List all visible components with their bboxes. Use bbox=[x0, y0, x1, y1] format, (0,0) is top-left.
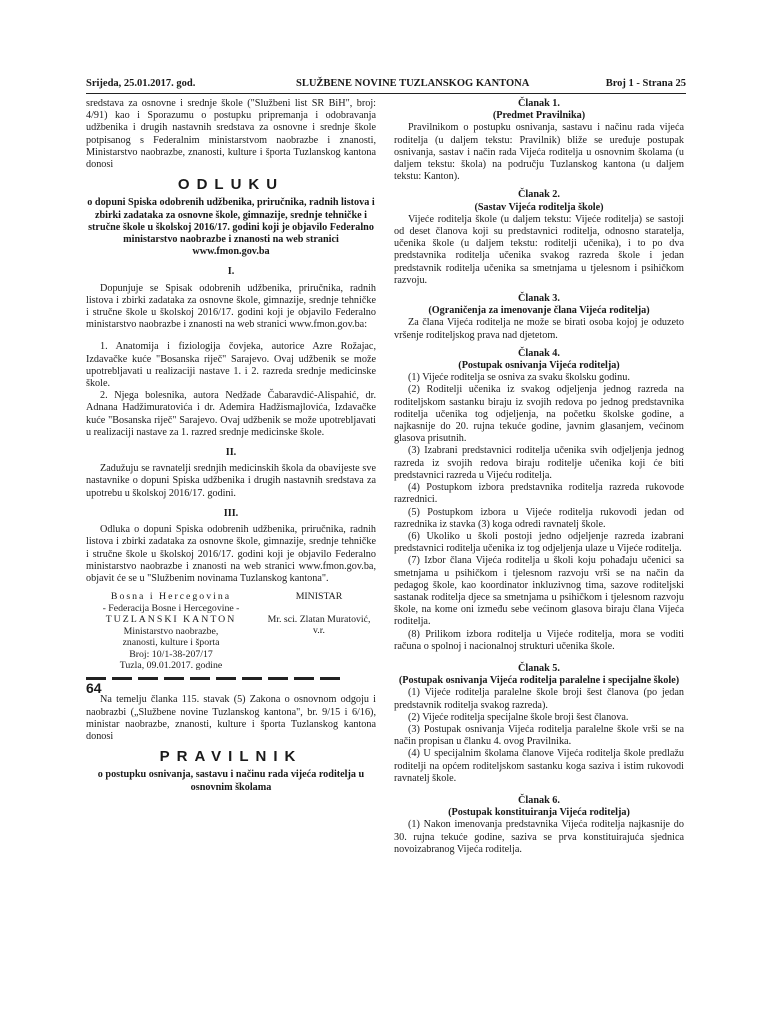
issuer-block bbox=[86, 591, 256, 672]
issue-date: Srijeda, 25.01.2017. god. bbox=[86, 78, 196, 89]
article-4-item: (5) Postupkom izbora u Vijeće roditelja rukovodi jedan od razrednika iz stavka (3) koga odredi ravnatelj škole. bbox=[394, 506, 684, 530]
article-5-item: (2) Vijeće roditelja specijalne škole broji šest članova. bbox=[408, 711, 629, 723]
header-rule bbox=[86, 93, 686, 94]
section-3-paragraph: Odluka o dopuni Spiska odobrenih udžbenika, priručnika, radnih listova i zbirki zadataka za osnovne škole, gimnazije, srednje tehničke i stručne škole u školskoj 2016/17. godini koji je objavilo Federalno ministarstvo naobrazbe i znanosti na web stranici www.fmon.gov.ba, objavit će se u "Službenim novinama Tuzlanskog kantona". bbox=[86, 524, 376, 584]
odluka-subtitle: o dopuni Spiska odobrenih udžbenika, priručnika, radnih listova i zbirki zadataka za osnovne škole, gimnazije, srednje tehničke i stručne škole u školskoj 2016/17. godini koji je objavilo Federalno ministarstvo naobrazbe i znanosti na web stranici www.fmon.gov.ba bbox=[87, 197, 375, 258]
article-4-item: (1) Vijeće roditelja se osniva za svaku školsku godinu. bbox=[408, 372, 630, 384]
issuer-line-3: TUZLANSKI KANTON bbox=[105, 614, 237, 626]
section-heading-2: II. bbox=[225, 447, 237, 459]
article-4-item: (3) Izabrani predstavnici roditelja učenika svih odjeljenja jednog razreda iz svojih redova biraju roditelje učenika koji će biti predstavnici razreda u Vijeću roditelja. bbox=[394, 445, 684, 481]
separator-dashes bbox=[86, 677, 376, 680]
issuer-line-7: Tuzla, 09.01.2017. godine bbox=[119, 660, 223, 672]
article-2-subtitle: (Sastav Vijeća roditelja škole) bbox=[474, 201, 604, 213]
issuer-line-2: - Federacija Bosne i Hercegovine - bbox=[102, 602, 240, 614]
issuer-line-5: znanosti, kulture i športa bbox=[122, 637, 220, 649]
article-5-subtitle: (Postupak osnivanja Vijeća roditelja paralelne i specijalne škole) bbox=[398, 675, 680, 687]
issuer-line-6: Broj: 10/1-38-207/17 bbox=[129, 648, 213, 660]
article-4-item: (2) Roditelji učenika iz svakog odjeljenja jednog razreda na roditeljskom sastanku biraju iz svojih redova po jednog predstavnika roditelja učenika tog odjeljenja, na početku školske godine, a najkasnije do 20. rujna tekuće godine, javnim glasanjem, većinom glasova prisutnih. bbox=[394, 384, 684, 445]
publication-title: SLUŽBENE NOVINE TUZLANSKOG KANTONA bbox=[296, 78, 530, 89]
section-1-paragraph: Dopunjuje se Spisak odobrenih udžbenika, priručnika, radnih listova i zbirki zadataka za osnovne škole, gimnazije, srednje tehničke i stručne škole u školskoj 2016/17. godini koji je objavilo Federalno ministarstvo naobrazbe i znanosti na web stranici www.fmon.gov.ba: bbox=[86, 282, 376, 331]
article-2-title: Članak 2. bbox=[518, 189, 560, 201]
signature-block bbox=[86, 591, 376, 675]
pravilnik-title: PRAVILNIK bbox=[159, 748, 303, 766]
article-5-item: (3) Postupak osnivanja Vijeća roditelja paralelne škole vrši se na način propisan u članku 4. ovog Pravilnika. bbox=[394, 723, 684, 748]
signatory-block bbox=[262, 591, 376, 637]
issuer-line-1: Bosna i Hercegovina bbox=[110, 591, 232, 603]
section-1-item-1: 1. Anatomija i fiziologija čovjeka, autorice Azre Rožajac, Izdavačke kuće "Bosanska riječ" Sarajevo. Ovaj udžbenik se može upotrebljavati u realizaciji nastave 1. i 2. razreda srednje medicinske škole. bbox=[86, 341, 376, 390]
intro-paragraph: sredstava za osnovne i srednje škole ("Službeni list SR BiH", broj: 4/91) kao i Sporazumu o postupku pripremanja i odobravanja udžbenika i drugih nastavnih sredstava za osnovne i srednje škole potpisanog s Federalnim ministarstvom naobrazbe i znanosti, Ministarstvo naobrazbe, znanosti, kulture i športa Tuzlanskog kantona donosi bbox=[86, 98, 376, 171]
article-6-text: (1) Nakon imenovanja predstavnika Vijeća roditelja najkasnije do 30. rujna tekuće godine, saziva se prva konstituirajuća sjednica novoizabranog Vijeća roditelja. bbox=[394, 819, 684, 855]
odluka-title: ODLUKU bbox=[177, 176, 285, 194]
article-4-item: (4) Postupkom izbora predstavnika roditelja razreda rukovode razrednici. bbox=[394, 482, 684, 506]
pravilnik-subtitle: o postupku osnivanja, sastavu i načinu rada vijeća roditelja u osnovnim školama bbox=[97, 769, 365, 793]
article-3-subtitle: (Ograničenja za imenovanje člana Vijeća roditelja) bbox=[428, 305, 650, 317]
section-heading-1: I. bbox=[227, 266, 235, 278]
section-2-paragraph: Zadužuju se ravnatelji srednjih medicinskih škola da obavijeste sve nastavnike o dopuni Spiska udžbenika i drugih nastavnih sredstava za upotrebu u školskoj 2016/17. godini. bbox=[86, 463, 376, 499]
article-6-title: Članak 6. bbox=[518, 794, 560, 806]
article-4-title: Članak 4. bbox=[518, 347, 560, 359]
act-64-preamble: Na temelju članka 115. stavak (5) Zakona o osnovnom odgoju i naobrazbi („Službene novine Tuzlanskog kantona", br. 9/15 i 6/16), ministar naobrazbe, znanosti, kulture i športa Tuzlanskog kantona donosi bbox=[86, 694, 376, 742]
article-2-text: Vijeće roditelja škole (u daljem tekstu: Vijeće roditelja) se sastoji od deset članova koji su predstavnici roditelja, odnosno staratelja, učenika škole (u daljem tekstu: roditelji učenika), i to po dva predstavnika roditelja učenika svakog razreda škole i jedan predstavnik roditelja učenika sa smetnjama u tjelesnom i psihičkom razvoju. bbox=[394, 213, 684, 286]
article-3-text: Za člana Vijeća roditelja ne može se birati osoba kojoj je oduzeto vršenje roditeljskog prava nad djetetom. bbox=[394, 317, 684, 341]
left-column bbox=[86, 98, 376, 794]
page-number: Broj 1 - Strana 25 bbox=[605, 78, 686, 89]
article-5-title: Članak 5. bbox=[518, 662, 560, 674]
section-heading-3: III. bbox=[223, 507, 239, 519]
article-5-item: (4) U specijalnim školama članove Vijeća roditelja škole predlažu roditelji na općem roditeljskom sastanku koga saziva i istim rukovodi ravnatelj škole. bbox=[394, 748, 684, 784]
article-3-title: Članak 3. bbox=[518, 293, 560, 305]
section-1-item-2: 2. Njega bolesnika, autora Nedžade Čabaravdić-Alispahić, dr. Adnana Hadžimuratovića i dr. Ademira Hadžismajlovića, Izdavačke kuće "Bosanska riječ" Sarajevo. Ovaj udžbenik se može upotrebljavati u realizaciji nastave za 1. razred srednje medicinske škole. bbox=[86, 390, 376, 438]
act-number: 64 bbox=[86, 680, 102, 697]
article-4-item: (6) Ukoliko u školi postoji jedno odjeljenje razreda izabrani predstavnici roditelja učenika iz tog odjeljenja ulaze u Vijeće roditelja. bbox=[394, 530, 684, 555]
article-4-subtitle: (Postupak osnivanja Vijeća roditelja) bbox=[458, 360, 620, 372]
signatory-name: Mr. sci. Zlatan Muratović, v.r. bbox=[267, 613, 371, 637]
page-header bbox=[86, 78, 686, 92]
article-1-subtitle: (Predmet Pravilnika) bbox=[492, 110, 586, 122]
article-5-item: (1) Vijeće roditelja paralelne škole broji šest članova (po jedan predstavnik roditelja svakog razreda). bbox=[394, 687, 684, 711]
article-4-item: (8) Prilikom izbora roditelja u Vijeće roditelja, mora se voditi računa o spolnoj i nacionalnoj strukturi učenika škole. bbox=[394, 628, 684, 652]
article-1-text: Pravilnikom o postupku osnivanja, sastavu i načinu rada vijeća roditelja (u daljem tekstu: Pravilnik) bliže se uređuje postupak osnivanja, sastav i način rada Vijeća roditelja u osnovnim školama (u daljem tekstu: škola) na području Tuzlanskog kantona (u daljem tekstu: Kanton). bbox=[394, 122, 684, 183]
article-4-item: (7) Izbor člana Vijeća roditelja u školi koju pohađaju učenici sa smetnjama u psihičkom i tjelesnom razvoju vrši se na način da pedagog škole, kao koordinator inkluzivnog tima, sazove roditeljski sastanak roditelja djece sa smetnjama u psihičkom i tjelesnom razvoju škole, na kome oni između sebe većinom glasova biraju člana Vijeća roditelja. bbox=[394, 555, 684, 628]
signatory-title: MINISTAR bbox=[295, 591, 343, 603]
right-column bbox=[394, 98, 684, 856]
article-6-subtitle: (Postupak konstituiranja Vijeća roditelja) bbox=[448, 807, 630, 819]
issuer-line-4: Ministarstvo naobrazbe, bbox=[123, 625, 219, 637]
article-1-title: Članak 1. bbox=[518, 98, 560, 109]
